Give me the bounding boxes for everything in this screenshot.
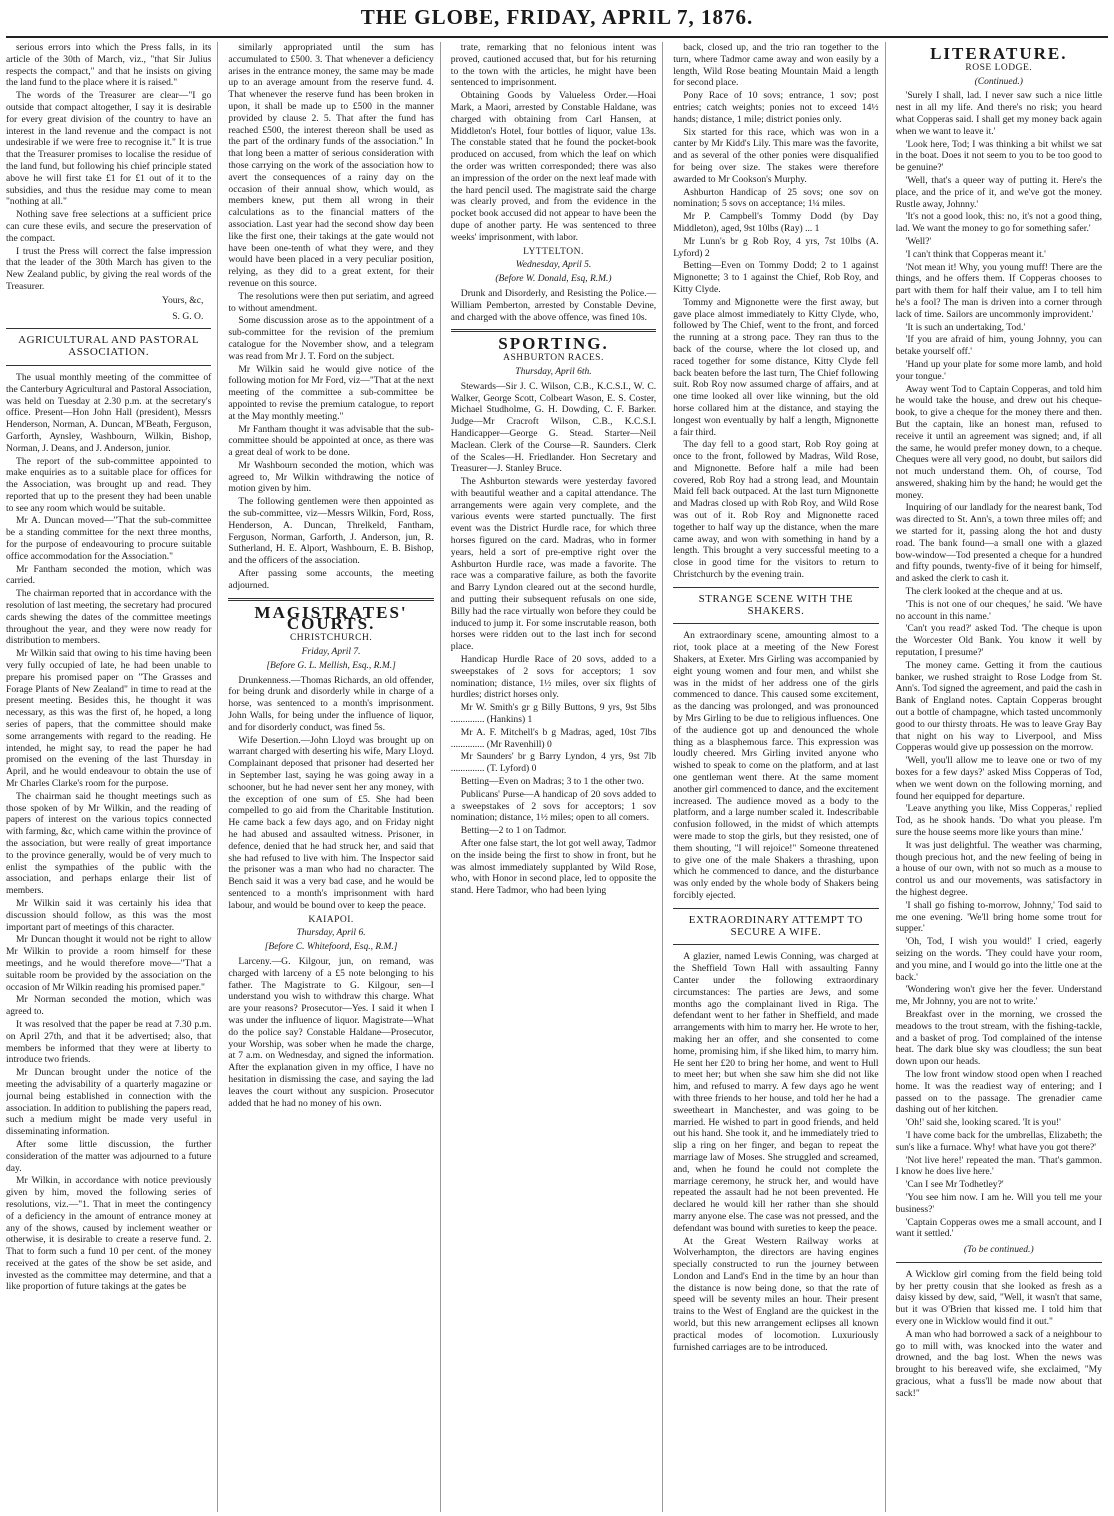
column-3 — [451, 42, 663, 1512]
paragraph: A glazier, named Lewis Conning, was charged at the Sheffield Town Hall with assaulting Fanny Canter under the following extraordinary circumstances: The parties are Jews, and some months ago the complainant lived in Riga. The defendant went to her father in Sheffield, and made arrangements with him to marry her. He wrote to her, making her an offer, and she consented to come home, promising him, if she liked him, to marry him. He sent her £20 to bring her home, and went to Hull to meet her; but when she saw him she did not like him, and refused to marry. A few days ago he went with three friends to her house, and told her he had a sweetheart in Manchester, and was going to be married. He wished to part in good friends, and held out his hand. She took it, and he immediately tried to slip a ring on her finger, and began to repeat the marriage law of Moses. She struggled and screamed, and, when he found he could not complete the marriage ceremony, he struck her, and would have repeated the assault had he not been prevented. He declared he would kill her rather than she should marry anyone else. The case was not pressed, and the defendant was bound with sureties to keep the peace. — [673, 951, 879, 1234]
paragraph: Handicap Hurdle Race of 20 sovs, added to a sweepstakes of 2 sovs for acceptors; 1 sov nomination; distance, 1½ miles, over six flights of hurdles; district horses only. — [450, 654, 657, 701]
masthead-title: THE GLOBE, FRIDAY, APRIL 7, 1876. — [360, 5, 754, 29]
paragraph: 'Not live here!' repeated the man. 'That's gammon. I know he does live here.' — [895, 1154, 1102, 1178]
paragraph: 'Surely I shall, lad. I never saw such a nice little nest in all my life. And there's no risk; you heard what Copperas said. I shall get my money back again when we want to leave it.' — [895, 90, 1102, 137]
paragraph: trate, remarking that no felonious intent was proved, cautioned accused that, but for his returning to the town with the articles, he might have been sentenced to imprisonment. — [450, 42, 657, 89]
paragraph: Betting—Even on Madras; 3 to 1 the other two. — [460, 776, 644, 788]
paragraph: Pony Race of 10 sovs; entrance, 1 sov; post entries; catch weights; ponies not to exceed 14½ hands; distance, 1 mile; district ponies only. — [673, 90, 879, 125]
paragraph: The resolutions were then put seriatim, and agreed to without amendment. — [228, 290, 434, 314]
paragraph: It was resolved that the paper be read at 7.30 p.m. on April 27th, and that it be advertised; also, that members be informed that they were at liberty to introduce two friends. — [6, 1018, 212, 1066]
paragraph: Six started for this race, which was won in a canter by Mr Kidd's Lily. This mare was the favorite, and as several of the other ponies were disqualified for being over size. The stakes were therefore awarded to Mr Cookson's Murphy. — [673, 126, 879, 185]
paragraph: Tommy and Mignonette were the first away, but gave place almost immediately to Kitty Clyde, who, followed by The Chief, went to the front, and forced the running at a strong pace. They ran thus to the back of the course, where the lot closed up, and raced together for some distance, Kitty Clyde fell back beaten before the last turn, The Chief following suit. Rob Roy now assumed charge of affairs, and at one time looked all over like winning, but the old horse collared him at the distance, and staying the longest won eventually by half a length, Mignonette a fair third. — [673, 296, 879, 438]
paragraph: 'It's not a good look, this: no, it's not a good thing, lad. We want the money to go for something safer.' — [895, 211, 1102, 235]
paragraph: 'Well?' — [905, 235, 932, 247]
section-heading: STRANGE SCENE WITH THE SHAKERS. — [698, 592, 854, 617]
paragraph: 'You see him now. I am he. Will you tell me your business?' — [895, 1191, 1102, 1215]
column-5 — [896, 42, 1108, 1512]
paragraph: 'Wondering won't give her the fever. Understand me, Mr Johnny, you are not to write.' — [895, 984, 1102, 1008]
paragraph: Betting—Even on Tommy Dodd; 2 to 1 against Mignonette; 3 to 1 against the Chief, Rob Roy, and Kitty Clyde. — [673, 260, 879, 295]
paragraph: The usual monthly meeting of the committee of the Canterbury Agricultural and Pastoral Association, was held on Tuesday at 2.30 p.m. at the secretary's office. Present—Hon John Hall (president), Messrs Henderson, Norman, A. Duncan, M'Beath, Ferguson, Garforth, Aynsley, Washbourn, Wilkin, Bishop, Norman, J. Deans, and J. Anderson, junior. — [6, 371, 212, 454]
bench-line: [Before G. L. Mellish, Esq., R.M.] — [266, 660, 396, 671]
paragraph: Some discussion arose as to the appointment of a sub-committee for the revision of the premium catalogue for the November show, and a telegram was read from Mr J. T. Ford on the subject. — [228, 315, 434, 362]
section-divider — [228, 598, 433, 601]
paragraph: 'It is such an undertaking, Tod.' — [905, 321, 1026, 333]
paragraph: After some little discussion, the further consideration of the matter was adjourned to a future day. — [6, 1138, 212, 1174]
subsection-heading: LYTTELTON. — [523, 246, 584, 257]
subsection-heading: ASHBURTON RACES. — [503, 353, 604, 364]
paragraph: Mr A. Duncan moved—"That the sub-committee be a standing committee for the next three months, for the purpose of endeavouring to procure suitable office accommodation for the Association." — [6, 515, 212, 562]
paragraph: Drunkenness.—Thomas Richards, an old offender, for being drunk and disorderly while in charge of a horse, was sentenced to a month's imprisonment. John Walls, for being under the influence of liquor, and for disorderly conduct, was fined 5s. — [228, 674, 434, 733]
section-heading: EXTRAORDINARY ATTEMPT TO SECURE A WIFE. — [688, 913, 863, 938]
paragraph: similarly appropriated until the sum has accumulated to £500. 3. That whenever a deficiency arises in the entrance money, the same may be made up to an average amount from the reserve fund. 4. That whenever the reserve fund has been broken in upon, it shall be made up to £500 in the manner provided by clause 2. 5. That after the fund has reached £500, the interest thereon shall be used as the part of the ordinary funds of the association." In that long been a matter of serious consideration with those carrying on the work of the association how to avert the consequences of a rainy day on the occasion of their annual show, which would, as members knew, put them all wrong in their calculations as to the financial matters of the association. Last year had the second show day been like the first one, their takings at the gate would not have been one-tenth of what they were, and they would have been placed in a very peculiar position, relying, as they did to a great extent, for their revenue on this source. — [228, 42, 434, 289]
paragraph: An extraordinary scene, amounting almost to a riot, took place at a meeting of the New Forest Shakers, at Exeter. Mrs Girling was accompanied by eight young women and four men, and whilst she was in the midst of her address one of the girls commenced to dance. This caused some excitement, as the dancing was prolonged, and was pronounced by Mrs Girling to be due to religious influences. One of the audience got up and denounced the whole thing as a blasphemous farce. This expression was loudly cheered. Mrs Girling invited anyone who wished to speak to come on the platform, and at last one gentleman went there. At the same moment another girl commenced to dance, and the excitement increased. The audience moved as a body to the platform, and a large number scaled it. Indescribable confusion followed, in the midst of which attempts were made to stop the girls, but they resisted, one of them shouting, "I will rejoice!" Someone threatened to give one of the male Shakers a thrashing, upon which he commenced to dance, and the disturbance was only ended by the whole body of Shakers being forcibly ejected. — [673, 630, 879, 901]
column-2 — [228, 42, 440, 1512]
bench-line: (Before W. Donald, Esq, R.M.) — [495, 274, 612, 285]
dateline: Wednesday, April 5. — [515, 260, 592, 271]
section-divider — [451, 329, 656, 332]
paragraph: Mr Wilkin said he would give notice of the following motion for Mr Ford, viz—"That at the next meeting of the committee a sub-committee be appointed to revise the premium catalogue, to report at the May monthly meeting." — [228, 363, 434, 422]
paragraph: 'Captain Copperas owes me a small account, and I want it settled.' — [895, 1216, 1102, 1240]
paragraph: Mr Fantham thought it was advisable that the sub-committee should be appointed at once, as there was a great deal of work to be done. — [228, 423, 434, 459]
paragraph: Mr Wilkin, in accordance with notice previously given by him, moved the following series of resolutions, viz.—"1. That in meet the contingency of a deficiency in the amount of entrance money at any of the shows, caused by inclement weather or otherwise, it is desirable to create a reserve fund. 2. That to form such a fund 10 per cent. of the money received at the gates of the show be set aside, and invested as the committee may determine, and that a like proportion of future takings at the gates be — [6, 1175, 212, 1293]
paragraph: 'I have come back for the umbrellas, Elizabeth; the sun's like a furnace. Why! what have you got there?' — [895, 1129, 1102, 1153]
paragraph: 'Well, you'll allow me to leave one or two of my boxes for a few days?' asked Miss Copperas of Tod, when we went down on the following morning, and found her equipped for departure. — [895, 755, 1102, 802]
paragraph: 'Can I see Mr Todhetley?' — [905, 1179, 1004, 1191]
paragraph: Mr Lunn's br g Rob Roy, 4 yrs, 7st 10lbs (A. Lyford) 2 — [673, 235, 879, 259]
section-heading: AGRICULTURAL AND PASTORAL ASSOCIATION. — [18, 334, 200, 359]
paragraph: Publicans' Purse—A handicap of 20 sovs added to a sweepstakes of 2 sovs for acceptors; 1 sov nomination; distance, 1½ miles; open to all comers. — [450, 788, 657, 824]
letter-signature: S. G. O. — [172, 310, 204, 322]
paragraph: 'If you are afraid of him, young Johnny, you can betake yourself off.' — [895, 334, 1102, 358]
paragraph: 'Oh!' said she, looking scared. 'It is you!' — [905, 1117, 1061, 1129]
paragraph: A man who had borrowed a sack of a neighbour to go to mill with, was knocked into the water and drowned, and the bag lost. When the news was brought to his bereaved wife, she exclaimed, "My gracious, what a fuss'll be made now about that sack!" — [895, 1328, 1102, 1399]
paragraph: Mr A. F. Mitchell's b g Madras, aged, 10st 7lbs .............. (Mr Ravenhill) 0 — [450, 726, 657, 750]
paragraph: Mr Duncan brought under the notice of the meeting the advisability of a quarterly magazine or journal being established in connection with the association. In addition to publishing the papers read, such a medium might be made very useful in disseminating information. — [6, 1067, 212, 1138]
column-4 — [673, 42, 885, 1512]
paragraph: Mr Duncan thought it would not be right to allow Mr Wilkin to provide a room himself for these meetings, and he would therefore move—"That a suitable room be provided by the association on the occasion of Mr Wilkin reading his promised paper." — [6, 934, 212, 993]
letter-signoff: Yours, &c, — [161, 294, 204, 306]
paragraph: I trust the Press will correct the false impression that the leader of the 30th March has given to the New Zealand public, by giving the real words of the Treasurer. — [6, 245, 212, 292]
paragraph: The following gentlemen were then appointed as the sub-committee, viz—Messrs Wilkin, Ford, Ross, Henderson, A. Duncan, Threlkeld, Fantham, Ferguson, Norman, Garforth, J. Anderson, jun, R. Sutherland, H. E. Alport, Washbourn, E. B. Bishop, and the officers of the association. — [228, 496, 434, 567]
paragraph: Ashburton Handicap of 25 sovs; one sov on nomination; 5 sovs on acceptance; 1¼ miles. — [673, 186, 879, 210]
paragraph: 'Well, that's a queer way of putting it. Here's the place, and the price of it, and we've got the money. Rustle away, Johnny.' — [895, 174, 1102, 210]
paragraph: The money came. Getting it from the cautious banker, we rushed straight to Rose Lodge from St. Ann's. Tod signed the agreement, and paid the cash in Bank of England notes. Captain Copperas brought out a bottle of champagne, which tasted uncommonly good to our thirsty throats. He was to leave Gray Bay that night on his way to Liverpool, and Miss Copperas would give up possession on the morrow. — [895, 659, 1102, 754]
columns — [6, 42, 1108, 1512]
paragraph: The day fell to a good start, Rob Roy going at once to the front, followed by Madras, Wild Rose, and Mignonette. Before half a mile had been covered, Rob Roy had a strong lead, and Mountain Maid fell back outpaced. At the last turn Mignonette and Madras closed up with Rob Roy, and Wild Rose was out of it. Rob Roy and Mignonette raced together to half way up the distance, when the mare came away, and won with something in hand by a length. This brought a very successful meeting to a close in good time for the visitors to return to Christchurch by the evening train. — [673, 439, 879, 581]
paragraph: 'Hand up your plate for some more lamb, and hold your tongue.' — [895, 358, 1102, 382]
section-heading-sporting: SPORTING. — [498, 334, 609, 354]
story-title: ROSE LODGE. — [965, 62, 1033, 73]
masthead-rule — [6, 36, 1108, 38]
paragraph: After one false start, the lot got well away, Tadmor on the inside being the first to show in front, but he was almost immediately supplanted by Wild Rose, who, with Honor in second place, led to opposite the stand. Here Tadmor, who had been lying — [450, 838, 657, 897]
paragraph: The Ashburton stewards were yesterday favored with beautiful weather and a capital attendance. The arrangements were again very complete, and the various events were started punctually. The first event was the District Hurdle race, for which three horses figured on the card. Madras, who in former years, held a sort of pre-emptive right over the Ashburton Hurdle race, was made a favorite. The race was a comparative failure, as both the favorite and Barry Lyndon cleared out at the second hurdle, and putting their subsequent refusals on one side, Billy had the race virtually won before they could be induced to jump it. For some inscrutable reason, both horses were ridden out to the last inch for second place. — [450, 476, 657, 653]
paragraph: The chairman reported that in accordance with the resolution of last meeting, the secretary had procured cards shewing the dates of the committee meetings throughout the year, and they were now ready for distribution to members. — [6, 588, 212, 647]
paragraph: serious errors into which the Press falls, in its article of the 30th of March, viz., "that Sir Julius respects the compact," and that he insists on giving the land fund to the place where it is raised." — [6, 42, 212, 89]
paragraph: After passing some accounts, the meeting adjourned. — [228, 568, 434, 591]
paragraph: 'Can't you read?' asked Tod. 'The cheque is upon the Worcester Old Bank. You know it well by reputation, I presume?' — [895, 623, 1102, 659]
paragraph: 'Oh, Tod, I wish you would!' I cried, eagerly seizing on the words. 'They could have your room, and you mine, and I would go into the little one at the back.' — [895, 936, 1102, 983]
paragraph: Mr Wilkin said it was certainly his idea that discussion should follow, as this was the most important part of meetings of this character. — [6, 897, 212, 933]
dateline: Thursday, April 6th. — [515, 366, 592, 377]
to-be-continued: (To be continued.) — [963, 1244, 1034, 1256]
paragraph: Mr Saunders' br g Barry Lyndon, 4 yrs, 9st 7lb .............. (T. Lyford) 0 — [450, 751, 657, 775]
section-divider — [673, 623, 878, 624]
paragraph: Drunk and Disorderly, and Resisting the Police.—William Pemberton, arrested by Constable Devine, and charged with the above offence, was fined 10s. — [450, 287, 657, 323]
bench-line: [Before C. Whitefoord, Esq., R.M.] — [264, 942, 398, 953]
paragraph: 'This is not one of our cheques,' he said. 'We have no account in this name.' — [895, 598, 1102, 622]
continued-note: (Continued.) — [974, 76, 1023, 87]
section-heading-literature: LITERATURE. — [930, 44, 1068, 63]
paragraph: Mr Fantham seconded the motion, which was carried. — [6, 563, 212, 587]
paragraph: Inquiring of our landlady for the nearest bank, Tod was directed to St. Ann's, a town three miles off; and we started for it, passing along the hot and dusty road. The bank found—a small one with a glazed bow-window—Tod presented a cheque for a hundred and fifty pounds, twenty-five of it being for himself, and asked the clerk to cash it. — [895, 502, 1102, 585]
section-divider — [673, 908, 878, 909]
paragraph: Away went Tod to Captain Copperas, and told him he would take the house, and drew out his cheque-book, to give a cheque for the money there and then. But the captain, like an honest man, refused to receive it until an agreement was signed; and, if all the same, he would prefer money down, to a cheque. Cheques were all very good, no doubt, but sailors did not much understand them. Oh, of course, Tod answered, shaking him by the hand; he would get the money. — [895, 383, 1102, 501]
dateline: Friday, April 7. — [301, 647, 361, 658]
paragraph: The words of the Treasurer are clear—"I go outside that compact altogether, I say it is desirable for every great division of the country to have an interest in the land revenue and the compact is not undesirable if we were free to recognise it." It is true that the Treasurer promises to localise the residue of the land fund, but following his chief principle stated above he will first take £1 for £1 out of it to the subsidies, and thus the residue may come to mean "nothing at all." — [6, 90, 212, 208]
column-1 — [6, 42, 218, 1512]
paragraph: Mr Washbourn seconded the motion, which was agreed to, Mr Wilkin withdrawing the notice of motion given by him. — [228, 459, 434, 495]
section-divider — [6, 365, 211, 366]
paragraph: Mr P. Campbell's Tommy Dodd (by Day Middleton), aged, 9st 10lbs (Ray) ... 1 — [673, 211, 879, 234]
paragraph: 'Look here, Tod; I was thinking a bit whilst we sat in the boat. Does it not seem to you to be too good to be genuine?' — [895, 138, 1102, 174]
paragraph: A Wicklow girl coming from the field being told by her pretty cousin that she looked as fresh as a daisy kissed by dew, said, "Well, it wasn't that same, but it was O'Brien that kissed me. I told him that every one in Wicklow would find it out." — [895, 1268, 1102, 1328]
paragraph: Obtaining Goods by Valueless Order.—Hoai Mark, a Maori, arrested by Constable Haldane, was charged with obtaining from Carl Hansen, at Middleton's Hotel, four bottles of liquor, value 13s. The constable stated that he found the pocket-book produced on accused, from which the leaf on which the order was written corresponded; there was also an impression of the order on the next leaf made with the hard pencil used. The magistrate said the charge was clearly proved, and from the evidence in the pocket book accused did not appear to have been the dupe of another party. He was sentenced to three weeks' imprisonment, with labor. — [450, 90, 657, 243]
paragraph: Larceny.—G. Kilgour, jun, on remand, was charged with larceny of a £5 note belonging to his father. The Magistrate to G. Kilgour, sen—I understand you wish to withdraw this charge. What are your reasons? Prosecutor—Yes. I said it when I was under the influence of liquor. Magistrate—What do the police say? Constable Haldane—Prosecutor, your Worship, was sober when he made the charge, at 7 a.m. on Wednesday, and signed the information. After the explanation given in my office, I have no hesitation in dismissing the case, and saying the lad leaves the court without any suspicion. Prosecutor added that he had no money of his own. — [228, 955, 434, 1109]
subsection-heading: CHRISTCHURCH. — [289, 633, 373, 644]
subsection-heading: KAIAPOI. — [308, 914, 354, 925]
section-divider — [673, 587, 878, 588]
paragraph: Mr Norman seconded the motion, which was agreed to. — [6, 994, 212, 1018]
section-divider — [896, 1262, 1102, 1263]
paragraph: Mr Wilkin said that owing to his time having been very fully occupied of late, he had been unable to prepare his promised paper on "The Grasses and Forage Plants of New Zealand" in time to read at the present meeting. Besides this, he thought it was necessary, as this was the first of, he hoped, a long series of papers, that the committee should make some arrangements with regard to the reading. He intended, he might say, to read the paper he had promised on the evening of the last Thursday in April, and he would endeavour to obtain the use of Mr Charles Clarke's room for the purpose. — [6, 648, 212, 790]
paragraph: The low front window stood open when I reached home. It was the readiest way of entering; and I passed on to the passage. The grenadier came dashing out of her kitchen. — [895, 1068, 1102, 1116]
paragraph: Nothing save free selections at a sufficient price can cure these evils, and secure the preservation of the compact. — [6, 209, 212, 244]
paragraph: Breakfast over in the morning, we crossed the meadows to the trout stream, with the fishing-tackle, and a basket of prog. Tod complained of the intense heat. The dark blue sky was cloudless; the sun beat down upon our heads. — [895, 1008, 1102, 1068]
paragraph: Betting—2 to 1 on Tadmor. — [460, 825, 567, 837]
section-heading-courts: MAGISTRATES' COURTS. — [254, 602, 408, 634]
paragraph: 'I shall go fishing to-morrow, Johnny,' Tod said to me one evening. 'We'll bring home some trout for supper.' — [895, 899, 1102, 935]
paragraph: Wife Desertion.—John Lloyd was brought up on warrant charged with deserting his wife, Mary Lloyd. Complainant deposed that prisoner had deserted her in September last, saying he was going away in a schooner, but he had never sent her any money, with the exception of one sum of £5. She had been compelled to go aid from the Charitable Institution. He came back a few days ago, and on Friday night he had abused and assaulted witness. Prisoner, in defence, denied that he had struck her, and said that she had refused to live with him. The Inspector said the prisoner was a man who had no character. The Bench said it was a very bad case, and he would be sentenced to a month's imprisonment with hard labour, and would be bound over to keep the peace. — [228, 734, 434, 911]
masthead — [0, 0, 1114, 34]
dateline: Thursday, April 6. — [296, 928, 366, 939]
paragraph: 'Leave anything you like, Miss Copperas,' replied Tod, as he shook hands. 'Do what you please. I'm sure the house seems more like yours than mine.' — [895, 803, 1102, 838]
paragraph: 'Not mean it! Why, you young muff! There are the things, and he offers them. If Copperas chooses to part with them for half their value, am I to tell him he's a fool? The man is driven into a corner through lack of time. Sailors are uncommonly improvident.' — [895, 261, 1102, 320]
paragraph: Mr W. Smith's gr g Billy Buttons, 9 yrs, 9st 5lbs .............. (Hankins) 1 — [450, 702, 657, 726]
paragraph: 'I can't think that Copperas meant it.' — [905, 248, 1046, 260]
paragraph: Stewards—Sir J. C. Wilson, C.B., K.C.S.I., W. C. Walker, George Scott, Colbeart Wason, E. S. Coster, Michael Studholme, G. H. Dowding, C. F. Barker. Judge—Mr Cracroft Wilson, C.B., K.C.S.I. Handicapper—George G. Stead. Starter—Neil Maclean. Clerk of the Course—R. Saunders. Clerk of the Scales—H. Friedlander. Hon Secretary and Treasurer—J. Stanley Bruce. — [450, 380, 657, 475]
paragraph: The report of the sub-committee appointed to make enquiries as to a suitable place for offices for the Association, was brought up and read. They reported that up to the present they had been unable to see any room which would be suitable. — [6, 455, 212, 514]
paragraph: At the Great Western Railway works at Wolverhampton, the directors are having engines specially constructed to run the journey between London and Land's End in the time by an hour than the distance is now being done, so that the rate of speed will be seventy miles an hour. Their present trains to the West of England are the quickest in the world, but this new arrangement eclipses all known practical modes of locomotion. Luxuriously furnished carriages are to be introduced. — [673, 1235, 879, 1353]
section-divider — [6, 328, 211, 329]
paragraph: back, closed up, and the trio ran together to the turn, where Tadmor came away and won easily by a length, Wild Rose beating Mountain Maid a length for second place. — [673, 42, 879, 89]
letter-intro — [6, 42, 211, 293]
paragraph: It was just delightful. The weather was charming, though precious hot, and the new feeling of being in a house of our own, with not so much as a mouse to control us and our movements, was satisfactory in the highest degree. — [895, 839, 1102, 898]
paragraph: The clerk looked at the cheque and at us. — [905, 586, 1063, 598]
section-divider — [673, 944, 878, 945]
paragraph: The chairman said he thought meetings such as those spoken of by Mr Wilkin, and the reading of papers of interest on the various topics connected with farming, &c, which came within the province of the association, but were really of great importance to the province generally, would be of very much to enlist the sympathies of the public with the association, and perhaps enlarge their list of members. — [6, 790, 212, 897]
